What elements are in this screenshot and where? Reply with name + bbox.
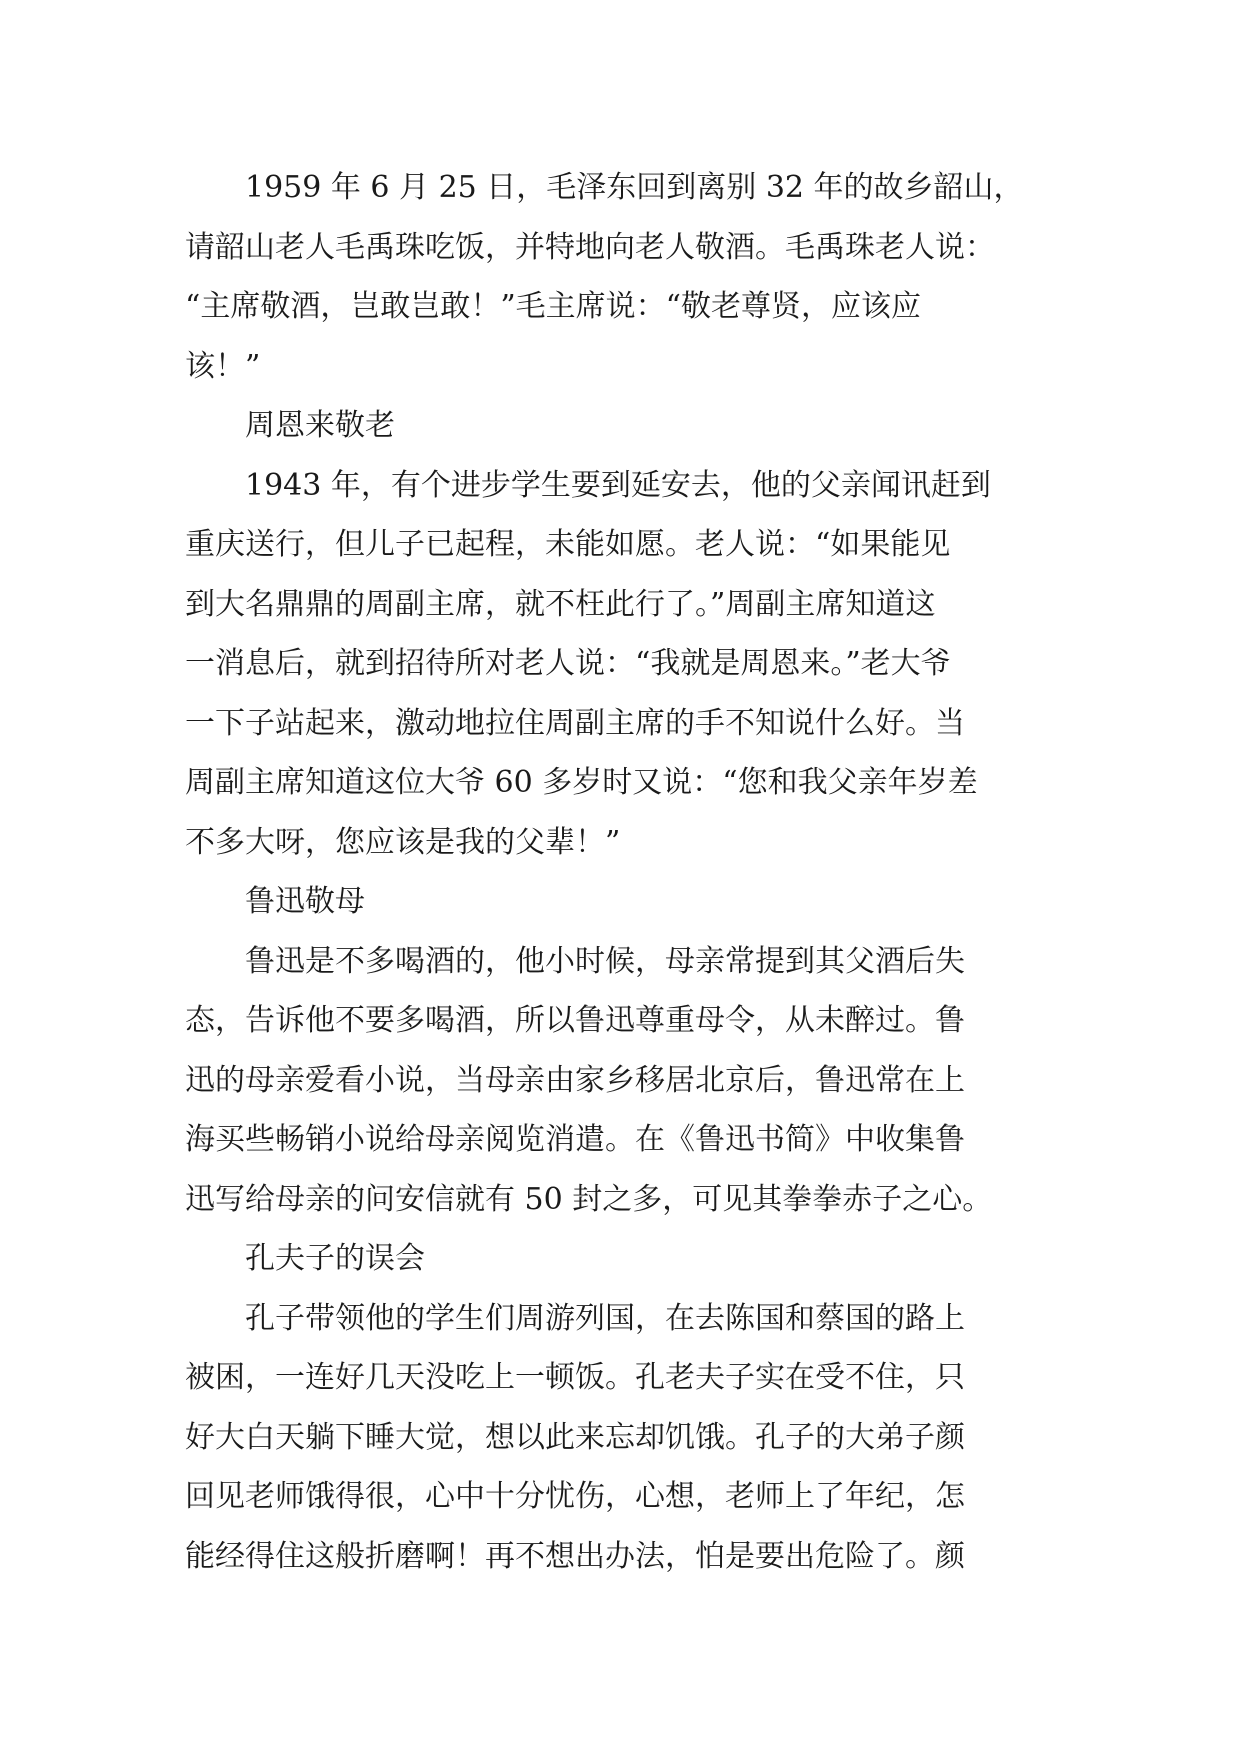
text-line: “主席敬酒，岂敢岂敢！”毛主席说：“敬老尊贤，应该应: [185, 289, 922, 324]
text-line: 鲁迅是不多喝酒的，他小时候，母亲常提到其父酒后失: [245, 943, 965, 979]
text-line: 不多大呀，您应该是我的父辈！”: [185, 824, 621, 860]
text-line: 到大名鼎鼎的周副主席，就不枉此行了。”周副主席知道这: [185, 586, 936, 622]
paragraph-zhou-enlai: [185, 456, 1070, 873]
text-line: 被困，一连好几天没吃上一顿饭。孔老夫子实在受不住，只: [185, 1360, 965, 1395]
text-line: 海买些畅销小说给母亲阅览消遣。在《鲁迅书简》中收集鲁: [185, 1122, 965, 1157]
paragraph-confucius: [185, 1289, 1070, 1587]
paragraph-mao-toast: [185, 158, 1070, 396]
text-line: 一消息后，就到招待所对老人说：“我就是周恩来。”老大爷: [185, 646, 951, 681]
text-line: 孔子带领他的学生们周游列国，在去陈国和蔡国的路上: [245, 1300, 965, 1336]
text-line: 迅写给母亲的问安信就有 50 封之多，可见其拳拳赤子之心。: [185, 1181, 993, 1217]
text-line: 态，告诉他不要多喝酒，所以鲁迅尊重母令，从未醉过。鲁: [185, 1003, 965, 1038]
text-line: 迅的母亲爱看小说，当母亲由家乡移居北京后，鲁迅常在上: [185, 1062, 965, 1098]
text-line: 请韶山老人毛禹珠吃饭，并特地向老人敬酒。毛禹珠老人说：: [185, 229, 995, 265]
section-heading: 周恩来敬老: [245, 408, 395, 443]
text-line: 能经得住这般折磨啊！再不想出办法，怕是要出危险了。颜: [185, 1538, 965, 1574]
text-line: 重庆送行，但儿子已起程，未能如愿。老人说：“如果能见: [185, 527, 951, 562]
section-heading: 孔夫子的误会: [245, 1241, 425, 1276]
text-line: 周副主席知道这位大爷 60 多岁时又说：“您和我父亲年岁差: [185, 765, 978, 800]
text-line: 一下子站起来，激动地拉住周副主席的手不知说什么好。当: [185, 705, 965, 741]
section-heading: 鲁迅敬母: [245, 884, 365, 919]
text-line: 回见老师饿得很，心中十分忧伤，心想，老师上了年纪，怎: [185, 1479, 965, 1514]
text-line: 1943 年，有个进步学生要到延安去，他的父亲闻讯赶到: [245, 467, 991, 503]
paragraph-lu-xun: [185, 932, 1070, 1230]
text-line: 1959 年 6 月 25 日，毛泽东回到离别 32 年的故乡韶山，: [245, 170, 1024, 205]
text-line: 该！”: [185, 348, 261, 384]
document-body: [185, 158, 1070, 1586]
text-line: 好大白天躺下睡大觉，想以此来忘却饥饿。孔子的大弟子颜: [185, 1419, 965, 1455]
